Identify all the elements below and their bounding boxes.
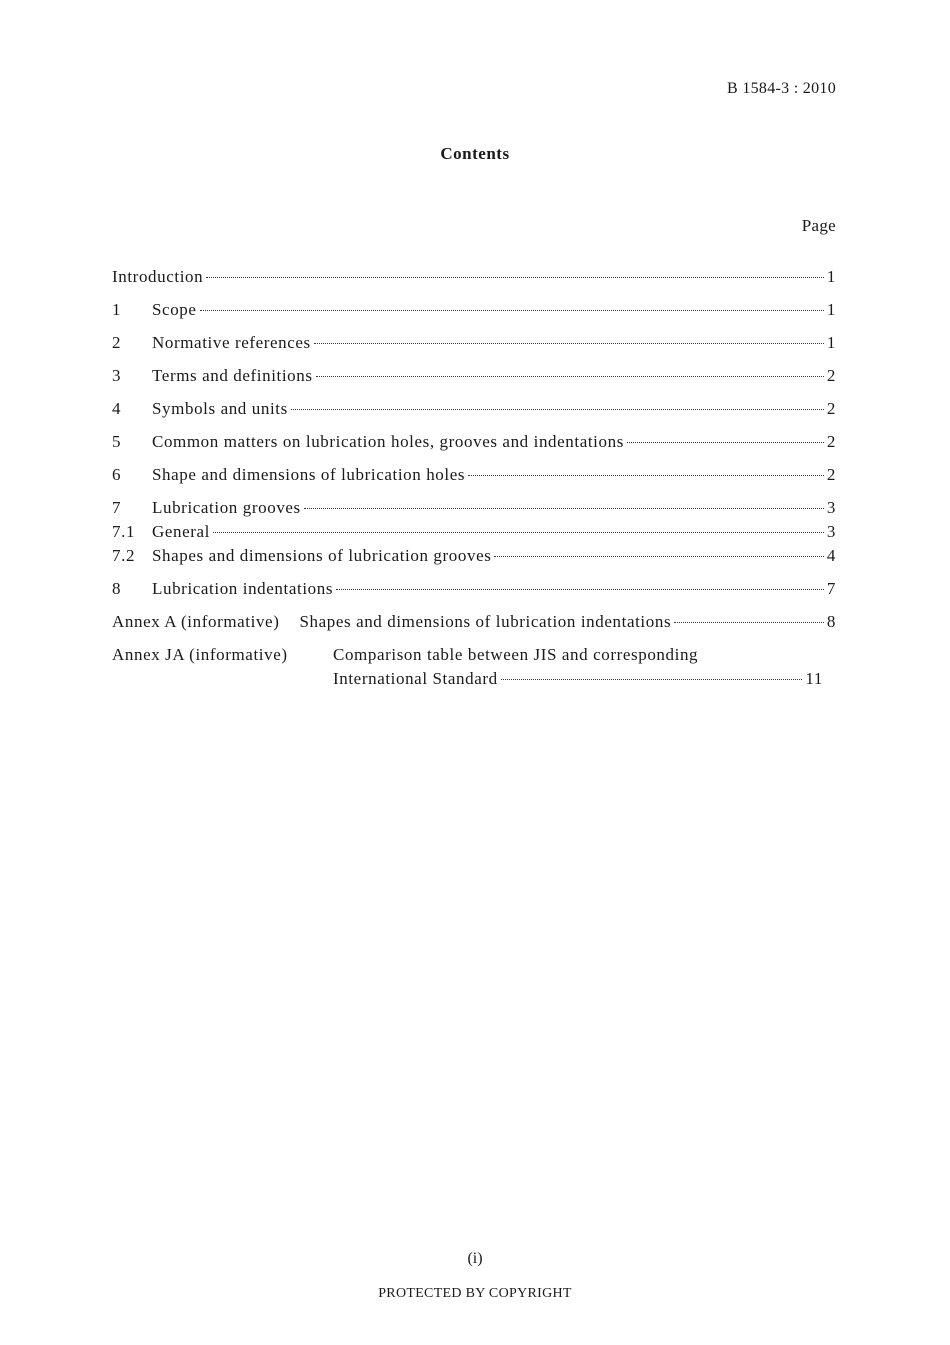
page-title: Contents	[440, 144, 510, 163]
toc-entry-title: Symbols and units	[152, 399, 288, 418]
dot-leader	[316, 375, 824, 377]
dot-leader	[314, 342, 824, 344]
table-of-contents	[112, 265, 836, 691]
copyright-notice: PROTECTED BY COPYRIGHT	[378, 1286, 572, 1301]
annex-label: Annex JA (informative)	[112, 645, 288, 664]
toc-entry[interactable]	[112, 577, 836, 601]
toc-entry-page: 8	[826, 612, 836, 631]
toc-entry-title: Shapes and dimensions of lubrication grooves	[152, 546, 492, 565]
toc-entry-title: General	[152, 522, 210, 541]
dot-leader	[336, 588, 824, 590]
toc-entry[interactable]	[112, 496, 836, 520]
toc-entry-title: Scope	[152, 300, 197, 319]
toc-entry[interactable]	[112, 298, 836, 322]
toc-entry-page: 3	[826, 522, 836, 541]
dot-leader	[674, 621, 824, 623]
dot-leader	[213, 531, 824, 533]
toc-entry-title: Shapes and dimensions of lubrication indentations	[299, 612, 672, 631]
toc-entry-annex-a[interactable]	[112, 610, 836, 634]
document-number: B 1584-3 : 2010	[727, 80, 836, 97]
toc-entry-annex-ja-continued[interactable]	[112, 667, 823, 691]
toc-entry-title: Shape and dimensions of lubrication holes	[152, 465, 466, 484]
dot-leader	[206, 276, 824, 278]
toc-entry[interactable]	[112, 430, 836, 454]
toc-entry-page: 2	[826, 465, 836, 484]
toc-entry-number: 3	[112, 366, 122, 385]
dot-leader	[468, 474, 824, 476]
toc-entry-page: 1	[826, 300, 836, 319]
toc-entry[interactable]	[112, 331, 836, 355]
toc-entry-number: 6	[112, 465, 122, 484]
toc-entry-title: Normative references	[152, 333, 311, 352]
toc-entry-number: 7	[112, 498, 122, 517]
toc-entry-page: 3	[826, 498, 836, 517]
toc-entry[interactable]	[112, 544, 836, 568]
dot-leader	[627, 441, 824, 443]
toc-entry-page: 1	[826, 333, 836, 352]
dot-leader	[304, 507, 824, 509]
toc-entry-page: 11	[805, 669, 823, 688]
toc-entry-title-line1: Comparison table between JIS and corresponding	[333, 645, 699, 664]
page-number: (i)	[467, 1250, 483, 1267]
toc-entry[interactable]	[112, 520, 836, 544]
dot-leader	[291, 408, 824, 410]
toc-entry-title: Common matters on lubrication holes, grooves and indentations	[152, 432, 624, 451]
toc-entry-page: 7	[826, 579, 836, 598]
toc-entry-page: 2	[826, 366, 836, 385]
toc-entry-number: 2	[112, 333, 122, 352]
toc-entry-number: 4	[112, 399, 122, 418]
toc-entry-number: 7.1	[112, 522, 136, 541]
toc-entry-title-line2: International Standard	[333, 669, 498, 688]
toc-entry-title: Introduction	[112, 267, 204, 286]
toc-entry[interactable]	[112, 397, 836, 421]
toc-entry-introduction[interactable]	[112, 265, 836, 289]
toc-entry-page: 2	[826, 432, 836, 451]
annex-label: Annex A (informative)	[112, 612, 280, 631]
toc-entry-title: Terms and definitions	[152, 366, 313, 385]
toc-entry-page: 4	[826, 546, 836, 565]
toc-entry-title: Lubrication indentations	[152, 579, 334, 598]
dot-leader	[501, 678, 803, 680]
dot-leader	[494, 555, 823, 557]
page-column-label: Page	[801, 216, 836, 235]
toc-entry-number: 1	[112, 300, 122, 319]
toc-entry-number: 5	[112, 432, 122, 451]
toc-entry-annex-ja[interactable]	[112, 643, 836, 667]
toc-entry-number: 7.2	[112, 546, 136, 565]
toc-entry-number: 8	[112, 579, 122, 598]
toc-entry-title: Lubrication grooves	[152, 498, 301, 517]
dot-leader	[200, 309, 824, 311]
toc-entry[interactable]	[112, 463, 836, 487]
toc-entry-page: 1	[826, 267, 836, 286]
toc-entry-page: 2	[826, 399, 836, 418]
toc-entry[interactable]	[112, 364, 836, 388]
